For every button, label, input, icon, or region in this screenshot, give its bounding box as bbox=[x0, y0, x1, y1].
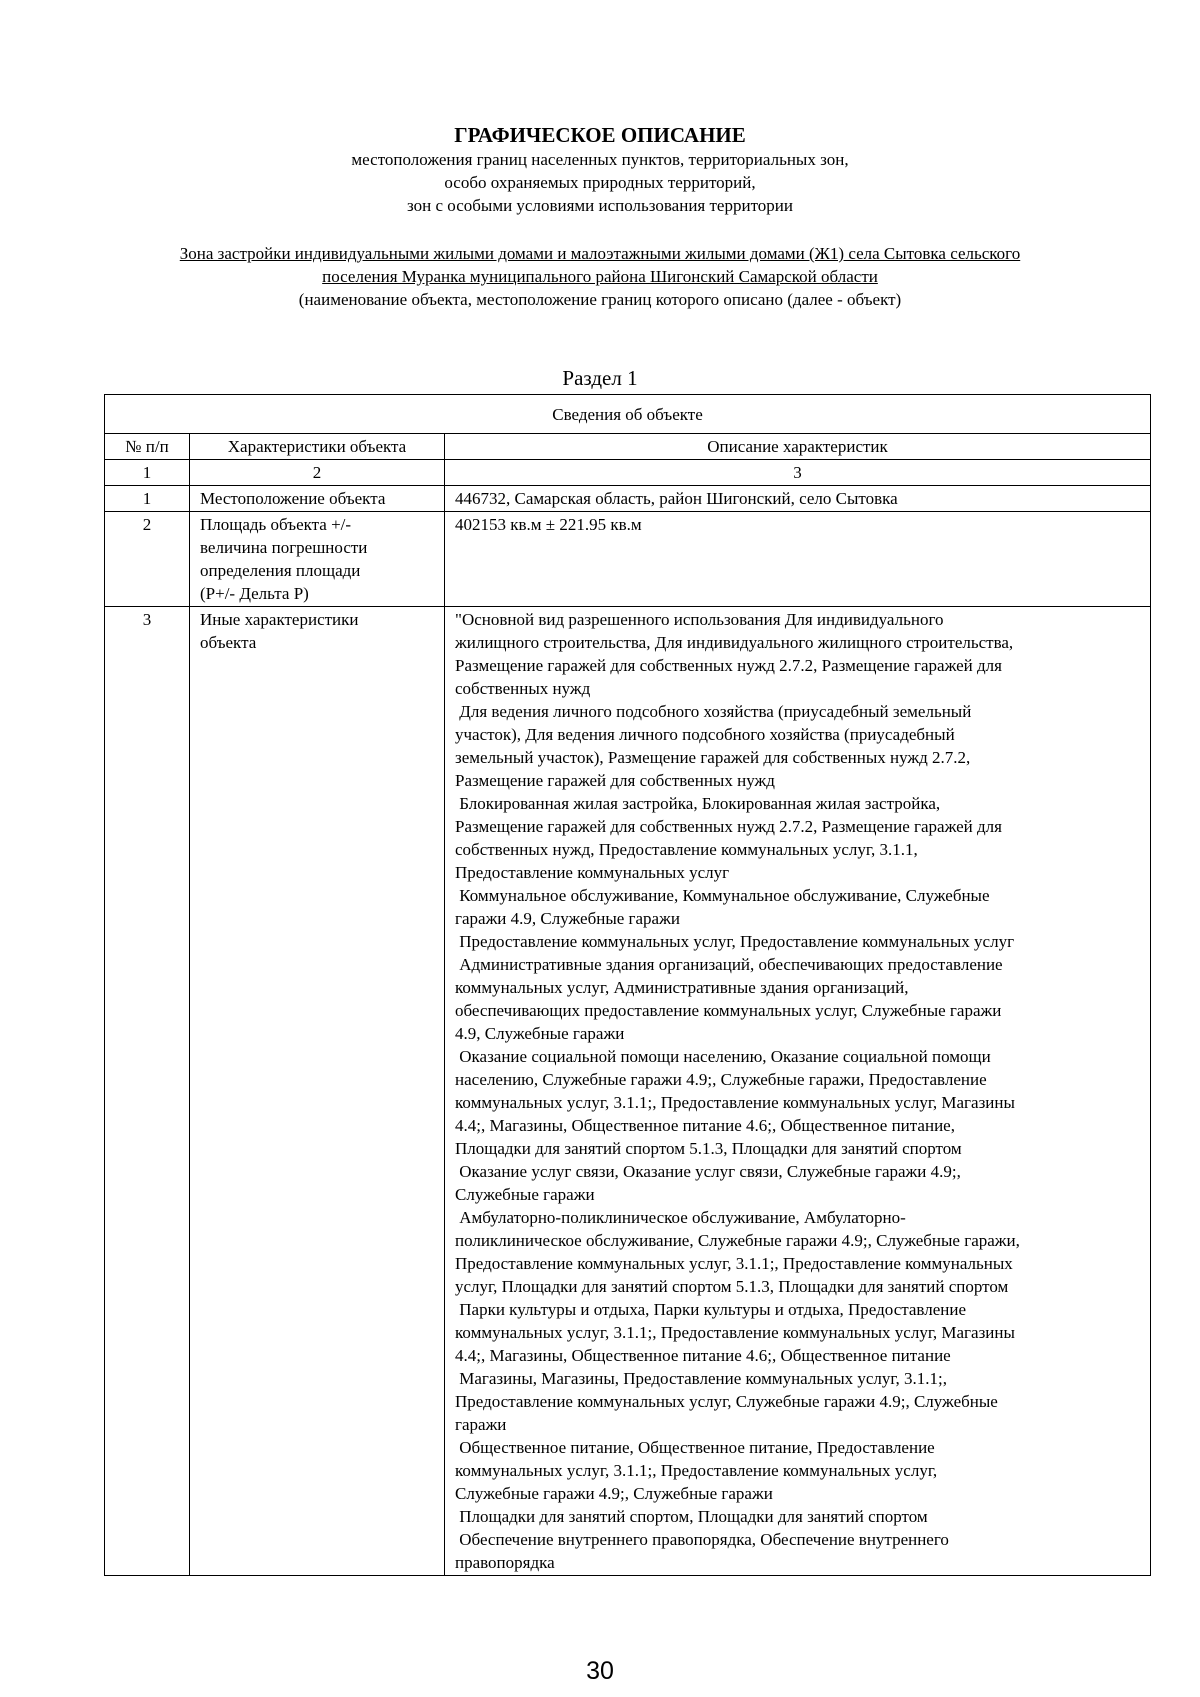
characteristic-line: Иные характеристики bbox=[200, 610, 359, 629]
object-info-table bbox=[104, 394, 1151, 1576]
description-line: Административные здания организаций, обеспечивающих предоставление bbox=[455, 955, 1003, 974]
description-line: гаражи bbox=[455, 1415, 507, 1434]
row-description bbox=[445, 607, 1151, 1576]
table-row bbox=[105, 607, 1151, 1576]
description-line: 446732, Самарская область, район Шигонский, село Сытовка bbox=[455, 489, 898, 508]
description-line: Оказание услуг связи, Оказание услуг связи, Служебные гаражи 4.9;, bbox=[455, 1162, 961, 1181]
description-line: коммунальных услуг, Административные здания организаций, bbox=[455, 978, 909, 997]
document-header bbox=[0, 122, 1200, 217]
table-row bbox=[105, 486, 1151, 512]
column-header-number: № п/п bbox=[105, 434, 190, 460]
characteristic-line: величина погрешности bbox=[200, 538, 368, 557]
description-line: коммунальных услуг, 3.1.1;, Предоставление коммунальных услуг, Магазины bbox=[455, 1323, 1015, 1342]
section-title: Раздел 1 bbox=[562, 366, 638, 390]
description-line: Амбулаторно-поликлиническое обслуживание, Амбулаторно- bbox=[455, 1208, 906, 1227]
characteristic-line: объекта bbox=[200, 633, 257, 652]
description-line: Парки культуры и отдыха, Парки культуры и отдыха, Предоставление bbox=[455, 1300, 966, 1319]
description-line: Предоставление коммунальных услуг, Служебные гаражи 4.9;, Служебные bbox=[455, 1392, 998, 1411]
description-line: Блокированная жилая застройка, Блокированная жилая застройка, bbox=[455, 794, 941, 813]
page-number: 30 bbox=[586, 1657, 614, 1685]
table-caption: Сведения об объекте bbox=[105, 395, 1151, 434]
description-line: 4.9, Служебные гаражи bbox=[455, 1024, 625, 1043]
row-characteristic bbox=[190, 607, 445, 1576]
description-line: 4.4;, Магазины, Общественное питание 4.6;, Общественное питание, bbox=[455, 1116, 955, 1135]
description-line: поликлиническое обслуживание, Служебные гаражи 4.9;, Служебные гаражи, bbox=[455, 1231, 1020, 1250]
document-subtitle-line: зон с особыми условиями использования территории bbox=[407, 196, 793, 215]
document-subtitle-line: местоположения границ населенных пунктов, территориальных зон, bbox=[351, 150, 849, 169]
description-line: Предоставление коммунальных услуг, Предоставление коммунальных услуг bbox=[455, 932, 1015, 951]
column-header-characteristic: Характеристики объекта bbox=[190, 434, 445, 460]
description-line: 402153 кв.м ± 221.95 кв.м bbox=[455, 515, 642, 534]
column-number: 1 bbox=[105, 460, 190, 486]
characteristic-line: (P+/- Дельта P) bbox=[200, 584, 309, 603]
characteristic-line: Местоположение объекта bbox=[200, 489, 386, 508]
row-characteristic bbox=[190, 486, 445, 512]
description-line: собственных нужд, Предоставление коммунальных услуг, 3.1.1, bbox=[455, 840, 918, 859]
description-line: собственных нужд bbox=[455, 679, 591, 698]
description-line: Магазины, Магазины, Предоставление коммунальных услуг, 3.1.1;, bbox=[455, 1369, 947, 1388]
description-line: коммунальных услуг, 3.1.1;, Предоставление коммунальных услуг, bbox=[455, 1461, 938, 1480]
description-line: Предоставление коммунальных услуг, 3.1.1;, Предоставление коммунальных bbox=[455, 1254, 1013, 1273]
description-line: участок), Для ведения личного подсобного хозяйства (приусадебный bbox=[455, 725, 955, 744]
description-line: Обеспечение внутреннего правопорядка, Обеспечение внутреннего bbox=[455, 1530, 949, 1549]
description-line: гаражи 4.9, Служебные гаражи bbox=[455, 909, 680, 928]
description-line: коммунальных услуг, 3.1.1;, Предоставление коммунальных услуг, Магазины bbox=[455, 1093, 1015, 1112]
table-column-numbers-row bbox=[105, 460, 1151, 486]
description-line: земельный участок), Размещение гаражей для собственных нужд 2.7.2, bbox=[455, 748, 971, 767]
description-line: Для ведения личного подсобного хозяйства (приусадебный земельный bbox=[455, 702, 972, 721]
description-line: Служебные гаражи bbox=[455, 1185, 595, 1204]
object-name-caption: (наименование объекта, местоположение границ которого описано (далее - объект) bbox=[298, 290, 902, 309]
description-line: Оказание социальной помощи населению, Оказание социальной помощи bbox=[455, 1047, 991, 1066]
row-description bbox=[445, 486, 1151, 512]
row-number: 2 bbox=[105, 512, 190, 607]
document-title: ГРАФИЧЕСКОЕ ОПИСАНИЕ bbox=[454, 123, 746, 147]
row-number: 3 bbox=[105, 607, 190, 1576]
table-header-row bbox=[105, 434, 1151, 460]
table-row bbox=[105, 512, 1151, 607]
row-description bbox=[445, 512, 1151, 607]
description-line: Общественное питание, Общественное питание, Предоставление bbox=[455, 1438, 935, 1457]
description-line: Площадки для занятий спортом 5.1.3, Площадки для занятий спортом bbox=[455, 1139, 962, 1158]
description-line: услуг, Площадки для занятий спортом 5.1.3, Площадки для занятий спортом bbox=[455, 1277, 1009, 1296]
row-number: 1 bbox=[105, 486, 190, 512]
column-number: 2 bbox=[190, 460, 445, 486]
column-header-description: Описание характеристик bbox=[445, 434, 1151, 460]
document-subtitle-line: особо охраняемых природных территорий, bbox=[444, 173, 756, 192]
description-line: правопорядка bbox=[455, 1553, 555, 1572]
description-line: 4.4;, Магазины, Общественное питание 4.6;, Общественное питание bbox=[455, 1346, 951, 1365]
description-line: Размещение гаражей для собственных нужд bbox=[455, 771, 775, 790]
column-number: 3 bbox=[445, 460, 1151, 486]
object-name-line: Зона застройки индивидуальными жилыми домами и малоэтажными жилыми домами (Ж1) села Сытовка сельского bbox=[179, 244, 1021, 263]
description-line: Служебные гаражи 4.9;, Служебные гаражи bbox=[455, 1484, 773, 1503]
object-name-block bbox=[120, 242, 1080, 311]
description-line: обеспечивающих предоставление коммунальных услуг, Служебные гаражи bbox=[455, 1001, 1002, 1020]
description-line: Предоставление коммунальных услуг bbox=[455, 863, 730, 882]
description-line: "Основной вид разрешенного использования Для индивидуального bbox=[455, 610, 944, 629]
row-characteristic bbox=[190, 512, 445, 607]
table-caption-row bbox=[105, 395, 1151, 434]
description-line: Размещение гаражей для собственных нужд 2.7.2, Размещение гаражей для bbox=[455, 656, 1002, 675]
characteristic-line: Площадь объекта +/- bbox=[200, 515, 352, 534]
description-line: Площадки для занятий спортом, Площадки для занятий спортом bbox=[455, 1507, 928, 1526]
description-line: населению, Служебные гаражи 4.9;, Служебные гаражи, Предоставление bbox=[455, 1070, 987, 1089]
description-line: жилищного строительства, Для индивидуального жилищного строительства, bbox=[455, 633, 1014, 652]
characteristic-line: определения площади bbox=[200, 561, 361, 580]
description-line: Коммунальное обслуживание, Коммунальное обслуживание, Служебные bbox=[455, 886, 990, 905]
object-name-line: поселения Муранка муниципального района Шигонский Самарской области bbox=[322, 267, 878, 286]
description-line: Размещение гаражей для собственных нужд 2.7.2, Размещение гаражей для bbox=[455, 817, 1002, 836]
